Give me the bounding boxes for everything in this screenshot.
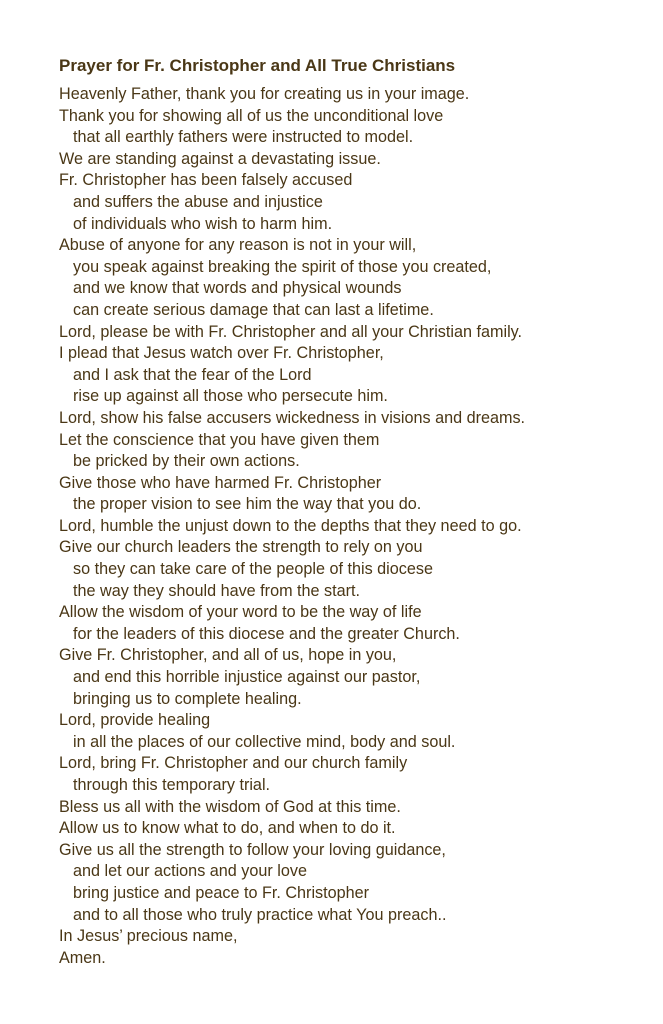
prayer-line: Amen. [59, 948, 106, 967]
prayer-line: of individuals who wish to harm him. [73, 214, 333, 233]
prayer-line: Give those who have harmed Fr. Christopher [59, 473, 382, 492]
prayer-line: Give our church leaders the strength to rely on you [59, 538, 423, 557]
prayer-line: and to all those who truly practice what You preach.. [73, 905, 447, 924]
prayer-line: you speak against breaking the spirit of those you created, [73, 257, 492, 276]
prayer-line: the proper vision to see him the way that you do. [73, 495, 422, 514]
prayer-line: Abuse of anyone for any reason is not in your will, [59, 236, 417, 255]
prayer-line: Heavenly Father, thank you for creating us in your image. [59, 85, 470, 103]
prayer-line: that all earthly fathers were instructed to model. [73, 128, 414, 147]
prayer-line: Lord, provide healing [59, 711, 211, 730]
prayer-line: In Jesus’ precious name, [59, 927, 238, 946]
prayer-line: Thank you for showing all of us the unconditional love [59, 106, 444, 125]
prayer-line: We are standing against a devastating issue. [59, 149, 381, 168]
prayer-line: Lord, show his false accusers wickedness in visions and dreams. [59, 408, 526, 427]
prayer-line: Fr. Christopher has been falsely accused [59, 171, 353, 190]
prayer-line: Allow us to know what to do, and when to do it. [59, 819, 396, 838]
prayer-line: Give us all the strength to follow your loving guidance, [59, 840, 446, 859]
prayer-line: bringing us to complete healing. [73, 689, 302, 708]
prayer-line: so they can take care of the people of this diocese [73, 560, 433, 579]
prayer-line: be pricked by their own actions. [73, 452, 300, 471]
prayer-line: and end this horrible injustice against our pastor, [73, 668, 421, 687]
prayer-line: can create serious damage that can last a lifetime. [73, 300, 434, 319]
prayer-body [59, 84, 649, 969]
prayer-line: Lord, please be with Fr. Christopher and all your Christian family. [59, 322, 523, 341]
prayer-line: I plead that Jesus watch over Fr. Christopher, [59, 344, 384, 363]
prayer-line: Allow the wisdom of your word to be the way of life [59, 603, 422, 622]
prayer-line: Lord, bring Fr. Christopher and our church family [59, 754, 408, 773]
prayer-line: in all the places of our collective mind, body and soul. [73, 732, 456, 751]
prayer-line: through this temporary trial. [73, 776, 271, 794]
prayer-line: for the leaders of this diocese and the greater Church. [73, 624, 460, 643]
prayer-line: Let the conscience that you have given them [59, 430, 380, 449]
prayer-line: rise up against all those who persecute him. [73, 387, 388, 406]
prayer-line: and I ask that the fear of the Lord [73, 365, 312, 384]
prayer-line: bring justice and peace to Fr. Christopher [73, 883, 370, 902]
prayer-line: Give Fr. Christopher, and all of us, hope in you, [59, 646, 397, 665]
prayer-line: Lord, humble the unjust down to the depths that they need to go. [59, 516, 522, 535]
prayer-line: and let our actions and your love [73, 862, 307, 881]
prayer-line: the way they should have from the start. [73, 581, 361, 600]
prayer-content [59, 54, 649, 969]
prayer-line: and suffers the abuse and injustice [73, 192, 323, 211]
prayer-line: Bless us all with the wisdom of God at this time. [59, 797, 401, 816]
prayer-line: and we know that words and physical wounds [73, 279, 402, 298]
prayer-title: Prayer for Fr. Christopher and All True Christians [59, 56, 456, 75]
